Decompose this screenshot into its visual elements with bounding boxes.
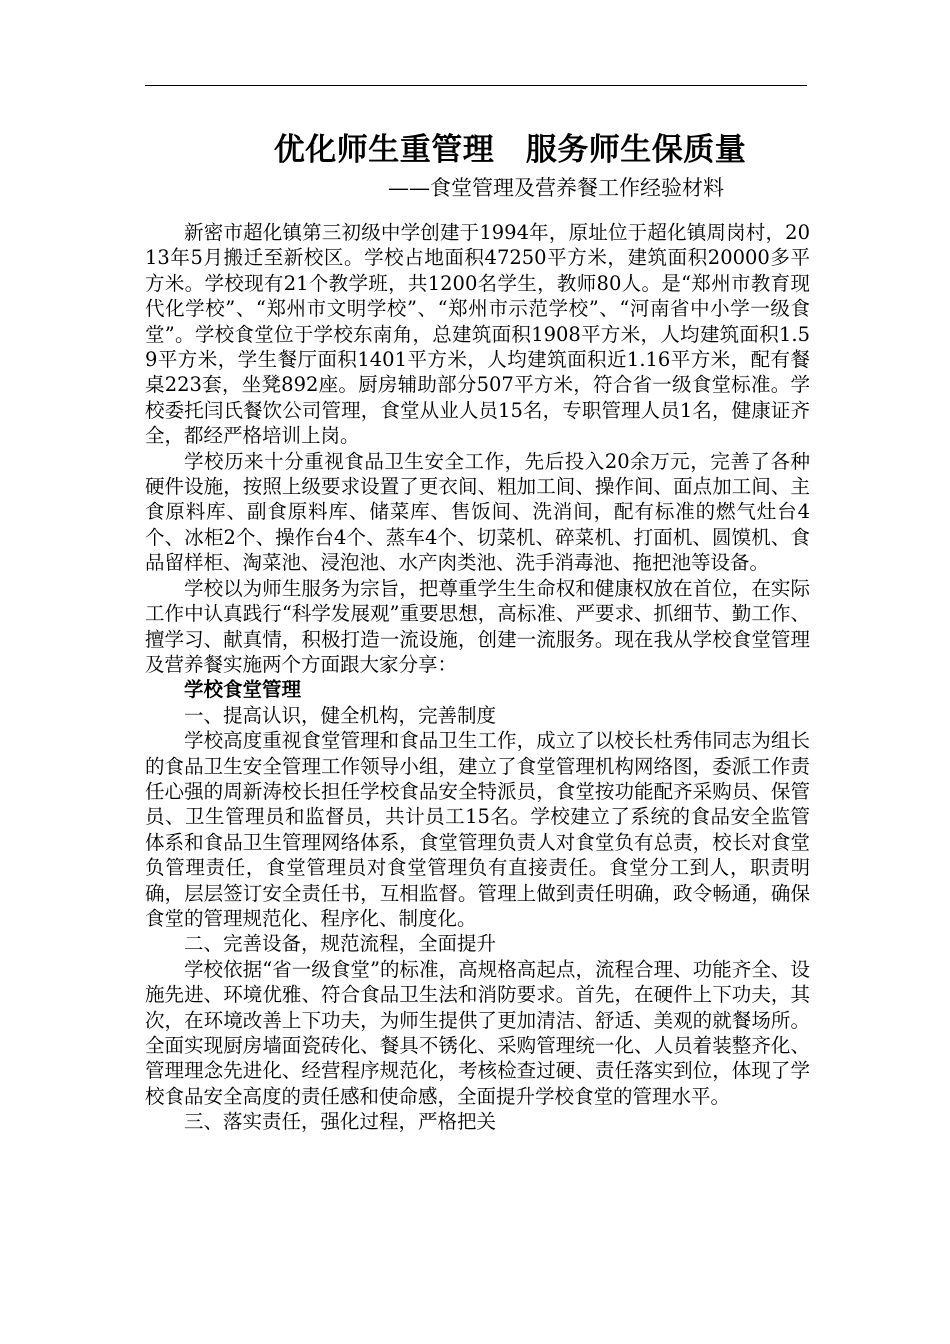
paragraph-facilities: 学校历来十分重视食品卫生安全工作，先后投入20余万元，完善了各种硬件设施，按照上级要求设置了更衣间、粗加工间、操作间、面点加工间、主食原料库、副食原料库、储菜库、售饭间、洗消间，配有标准的燃气灶台4个、冰柜2个、操作台4个、蒸车4个、切菜机、碎菜机、打面机、圆馍机、食品留样柜、淘菜池、浸泡池、水产肉类池、洗手消毒池、拖把池等设备。 bbox=[145, 449, 810, 575]
paragraph-mission: 学校以为师生服务为宗旨，把尊重学生生命权和健康权放在首位，在实际工作中认真践行“科学发展观”重要思想，高标准、严要求、抓细节、勤工作、擅学习、献真情，积极打造一流设施，创建一流服务。现在我从学校食堂管理及营养餐实施两个方面跟大家分享： bbox=[145, 576, 810, 676]
subheading-two: 二、完善设备，规范流程，全面提升 bbox=[184, 932, 497, 956]
document-body bbox=[145, 220, 810, 1135]
subheading-three: 三、落实责任，强化过程，严格把关 bbox=[184, 1110, 497, 1134]
header-rule bbox=[145, 85, 807, 86]
document-title: 优化师生重管理 服务师生保质量 bbox=[273, 132, 747, 168]
section-heading: 学校食堂管理 bbox=[184, 678, 302, 702]
paragraph-intro: 新密市超化镇第三初级中学创建于1994年，原址位于超化镇周岗村，2013年5月搬迁至新校区。学校占地面积47250平方米，建筑面积20000多平方米。学校现有21个教学班，共1200名学生，教师80人。是“郑州市教育现代化学校”、“郑州市文明学校”、“郑州市示范学校”、“河南省中小学一级食堂”。学校食堂位于学校东南角，总建筑面积1908平方米，人均建筑面积1.59平方米，学生餐厅面积1401平方米，人均建筑面积近1.16平方米，配有餐桌223套，坐凳892座。厨房辅助部分507平方米，符合省一级食堂标准。学校委托闫氏餐饮公司管理，食堂从业人员15名，专职管理人员1名，健康证齐全，都经严格培训上岗。 bbox=[145, 221, 810, 448]
document-subtitle: ——食堂管理及营养餐工作经验材料 bbox=[388, 176, 724, 200]
paragraph-equipment: 学校依据“省一级食堂”的标准，高规格高起点，流程合理、功能齐全、设施先进、环境优雅、符合食品卫生法和消防要求。首先，在硬件上下功夫，其次，在环境改善上下功夫，为师生提供了更加清洁、舒适、美观的就餐场所。全面实现厨房墙面瓷砖化、餐具不锈化、采购管理统一化、人员着装整齐化、管理理念先进化、经营程序规范化，考核检查过硬、责任落实到位，体现了学校食品安全高度的责任感和使命感，全面提升学校食堂的管理水平。 bbox=[145, 957, 810, 1108]
subheading-one: 一、提高认识，健全机构，完善制度 bbox=[184, 703, 497, 727]
paragraph-organization: 学校高度重视食堂管理和食品卫生工作，成立了以校长杜秀伟同志为组长的食品卫生安全管理工作领导小组，建立了食堂管理机构网络图，委派工作责任心强的周新涛校长担任学校食品安全特派员，食堂按功能配齐采购员、保管员、卫生管理员和监督员，共计员工15名。学校建立了系统的食品安全监管体系和食品卫生管理网络体系，食堂管理负责人对食堂负有总责，校长对食堂负管理责任，食堂管理员对食堂管理负有直接责任。食堂分工到人，职责明确，层层签订安全责任书，互相监督。管理上做到责任明确，政令畅通，确保食堂的管理规范化、程序化、制度化。 bbox=[145, 729, 810, 930]
